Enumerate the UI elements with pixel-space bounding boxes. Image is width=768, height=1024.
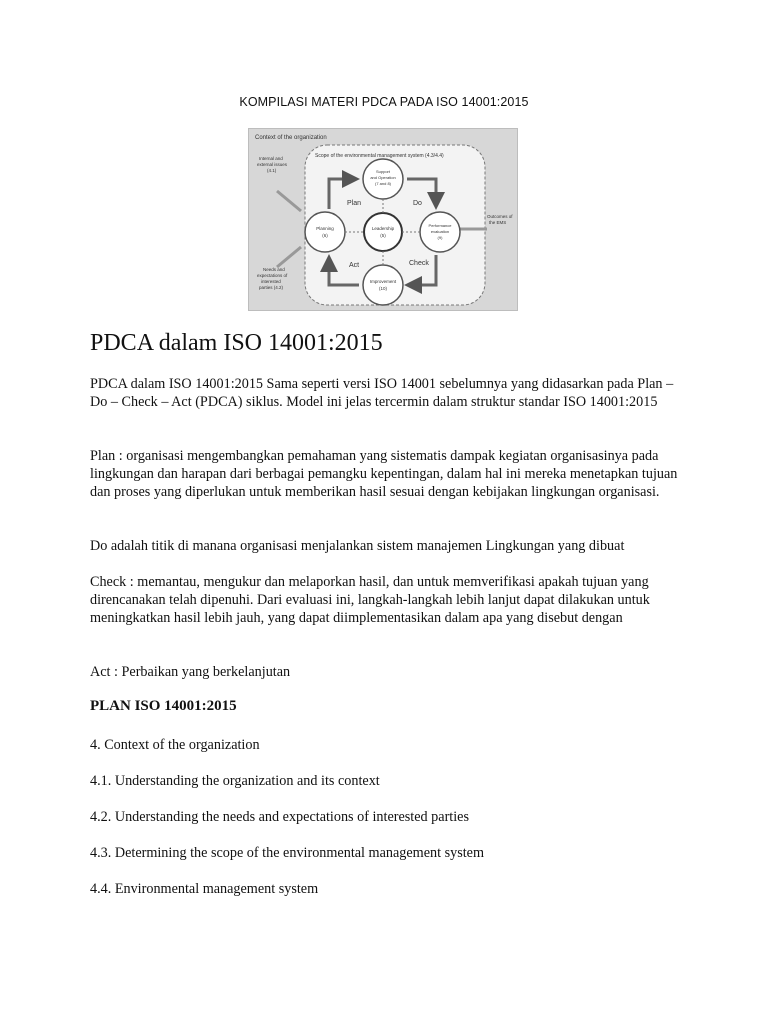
outcomes-label: Outcomes of the EMS (487, 214, 513, 225)
leadership-node-label: Leadership (5) (371, 226, 395, 238)
list-item: 4.3. Determining the scope of the environmental management system (90, 845, 484, 861)
section-heading: PDCA dalam ISO 14001:2015 (90, 330, 383, 356)
improvement-node-label: Improvement (10) (369, 279, 397, 291)
plan-section-heading: PLAN ISO 14001:2015 (90, 698, 237, 714)
paragraph-check: Check : memantau, mengukur dan melaporkan hasil, dan untuk memverifikasi apakah tujuan yang direncanakan telah dipenuhi. Dari evaluasi ini, langkah-langkah lebih lanjut dapat dilakukan untuk meningkatkan hasil lebih jauh, yang dapat diimplementasikan dalam apa yang disebut dengan (90, 574, 650, 626)
paragraph-plan: Plan : organisasi mengembangkan pemahaman yang sistematis dampak kegiatan organisasinya pada lingkungan dan harapan dari berbagai pemangku kepentingan, dalam hal ini mereka menetapkan tujuan dan proses yang diperlukan untuk memberikan hasil sesuai dengan kebijakan lingkungan organisasi. (90, 448, 678, 500)
needs-expectations-label: Needs and expectations of interested parties (4.2) (257, 267, 288, 290)
internal-issues-label: Internal and external issues (4.1) (257, 156, 288, 173)
list-item: 4.1. Understanding the organization and its context (90, 773, 380, 789)
context-title: Context of the organization (255, 135, 327, 141)
paragraph-intro: PDCA dalam ISO 14001:2015 Sama seperti versi ISO 14001 sebelumnya yang didasarkan pada Plan – Do – Check – Act (PDCA) siklus. Model ini jelas tercermin dalam struktur standar ISO 14001:2015 (90, 376, 674, 410)
planning-node (305, 212, 345, 252)
planning-node-label: Planning (6) (316, 226, 334, 238)
document-title: KOMPILASI MATERI PDCA PADA ISO 14001:2015 (239, 95, 529, 109)
act-label: Act (349, 262, 360, 269)
plan-label: Plan (347, 200, 362, 207)
leadership-node (364, 213, 402, 251)
scope-title: Scope of the environmental management system (4.3/4.4) (315, 153, 444, 159)
list-item: 4.2. Understanding the needs and expectations of interested parties (90, 809, 470, 825)
pdca-diagram (248, 128, 518, 311)
support-node-label: Support and Operation (7 and 8) (370, 169, 396, 186)
check-label: Check (409, 260, 429, 267)
list-item: 4.4. Environmental management system (90, 881, 319, 897)
paragraph-do: Do adalah titik di manana organisasi menjalankan sistem manajemen Lingkungan yang dibuat (90, 538, 625, 554)
list-item: 4. Context of the organization (90, 737, 260, 753)
do-label: Do (413, 200, 422, 207)
paragraph-act: Act : Perbaikan yang berkelanjutan (90, 664, 291, 680)
performance-node-label: Performance evaluation (9) (428, 223, 452, 240)
improvement-node (363, 265, 403, 305)
